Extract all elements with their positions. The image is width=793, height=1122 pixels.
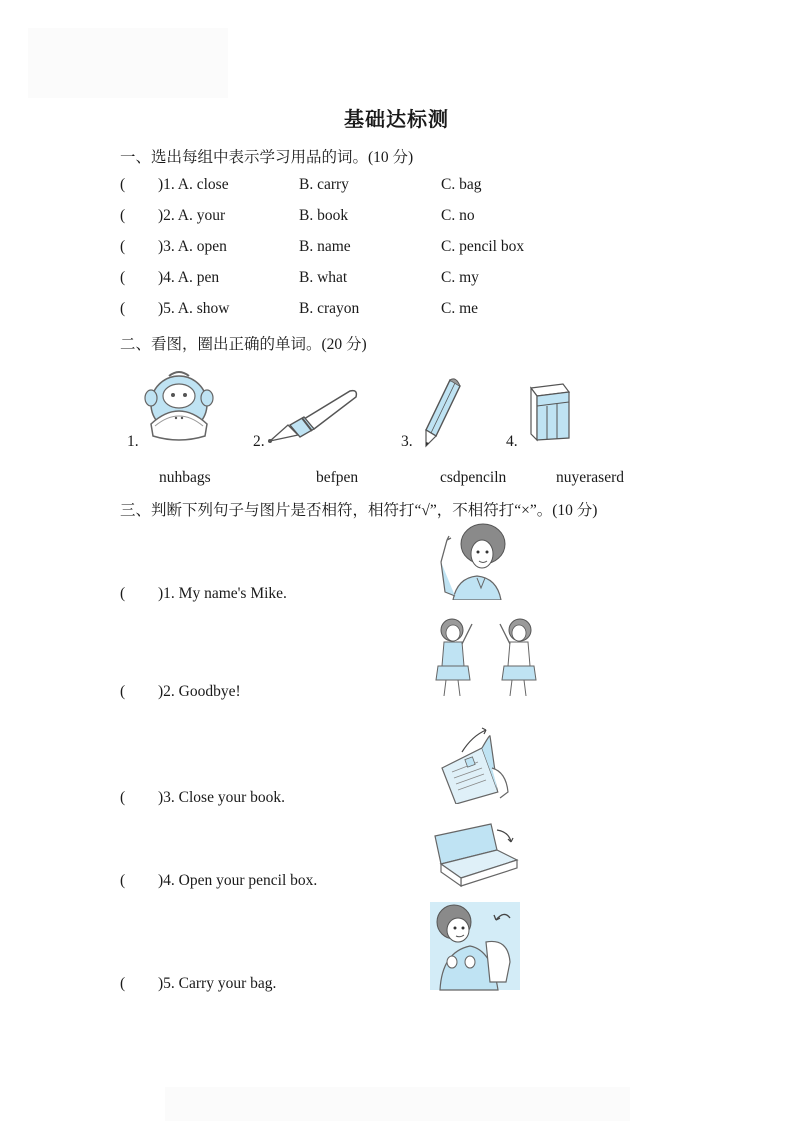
option-a: )3. A. open: [158, 238, 227, 255]
scrambled-word-4[interactable]: nuyeraserd: [556, 469, 624, 486]
option-b: B. what: [299, 269, 348, 286]
answer-blank[interactable]: (: [120, 176, 126, 193]
girls-waving-illustration: [432, 614, 544, 698]
statement: )5. Carry your bag.: [158, 975, 277, 992]
option-a: )5. A. show: [158, 300, 230, 317]
section-3-heading: 三、判断下列句子与图片是否相符，相符打“√”，不相符打“×”。(10 分): [120, 502, 598, 519]
section-1-question-5: [120, 300, 680, 320]
answer-blank[interactable]: (: [120, 683, 126, 700]
option-a: )2. A. your: [158, 207, 226, 224]
picture-number-3: 3.: [401, 433, 413, 450]
option-c: C. no: [441, 207, 475, 224]
woman-waving-illustration: [437, 522, 517, 600]
option-b: B. carry: [299, 176, 349, 193]
statement: )3. Close your book.: [158, 789, 286, 806]
backpack-icon: [143, 368, 215, 442]
option-c: C. me: [441, 300, 479, 317]
option-b: B. crayon: [299, 300, 360, 317]
scan-artifact-bottom: [165, 1087, 630, 1121]
answer-blank[interactable]: (: [120, 585, 126, 602]
scrambled-word-2[interactable]: befpen: [316, 469, 359, 486]
picture-number-4: 4.: [506, 433, 518, 450]
answer-blank[interactable]: (: [120, 238, 126, 255]
open-pencil-box-illustration: [431, 820, 523, 888]
statement: )1. My name's Mike.: [158, 585, 287, 602]
pencil-icon: [420, 376, 464, 448]
statement: )2. Goodbye!: [158, 683, 241, 700]
answer-blank[interactable]: (: [120, 975, 126, 992]
option-b: B. book: [299, 207, 349, 224]
boy-carrying-bag-illustration: [430, 902, 530, 992]
closing-book-illustration: [438, 718, 522, 804]
section-1-question-4: [120, 269, 680, 289]
scan-artifact-top: [28, 28, 228, 98]
answer-blank[interactable]: (: [120, 207, 126, 224]
answer-blank[interactable]: (: [120, 872, 126, 889]
section-1-question-3: [120, 238, 680, 258]
scrambled-word-1[interactable]: nuhbags: [159, 469, 211, 486]
answer-blank[interactable]: (: [120, 300, 126, 317]
option-a: )1. A. close: [158, 176, 229, 193]
page-title: 基础达标测: [344, 109, 449, 131]
option-c: C. my: [441, 269, 479, 286]
answer-blank[interactable]: (: [120, 789, 126, 806]
eraser-icon: [525, 380, 575, 444]
section-1-heading: 一、选出每组中表示学习用品的词。(10 分): [120, 149, 414, 166]
option-c: C. bag: [441, 176, 482, 193]
option-a: )4. A. pen: [158, 269, 220, 286]
fountain-pen-icon: [264, 381, 359, 446]
picture-number-1: 1.: [127, 433, 139, 450]
section-1-question-2: [120, 207, 680, 227]
section-2-heading: 二、看图，圈出正确的单词。(20 分): [120, 336, 367, 353]
option-c: C. pencil box: [441, 238, 525, 255]
picture-number-2: 2.: [253, 433, 265, 450]
section-1-question-1: [120, 176, 680, 196]
scrambled-word-3[interactable]: csdpenciln: [440, 469, 507, 486]
statement: )4. Open your pencil box.: [158, 872, 318, 889]
answer-blank[interactable]: (: [120, 269, 126, 286]
option-b: B. name: [299, 238, 351, 255]
